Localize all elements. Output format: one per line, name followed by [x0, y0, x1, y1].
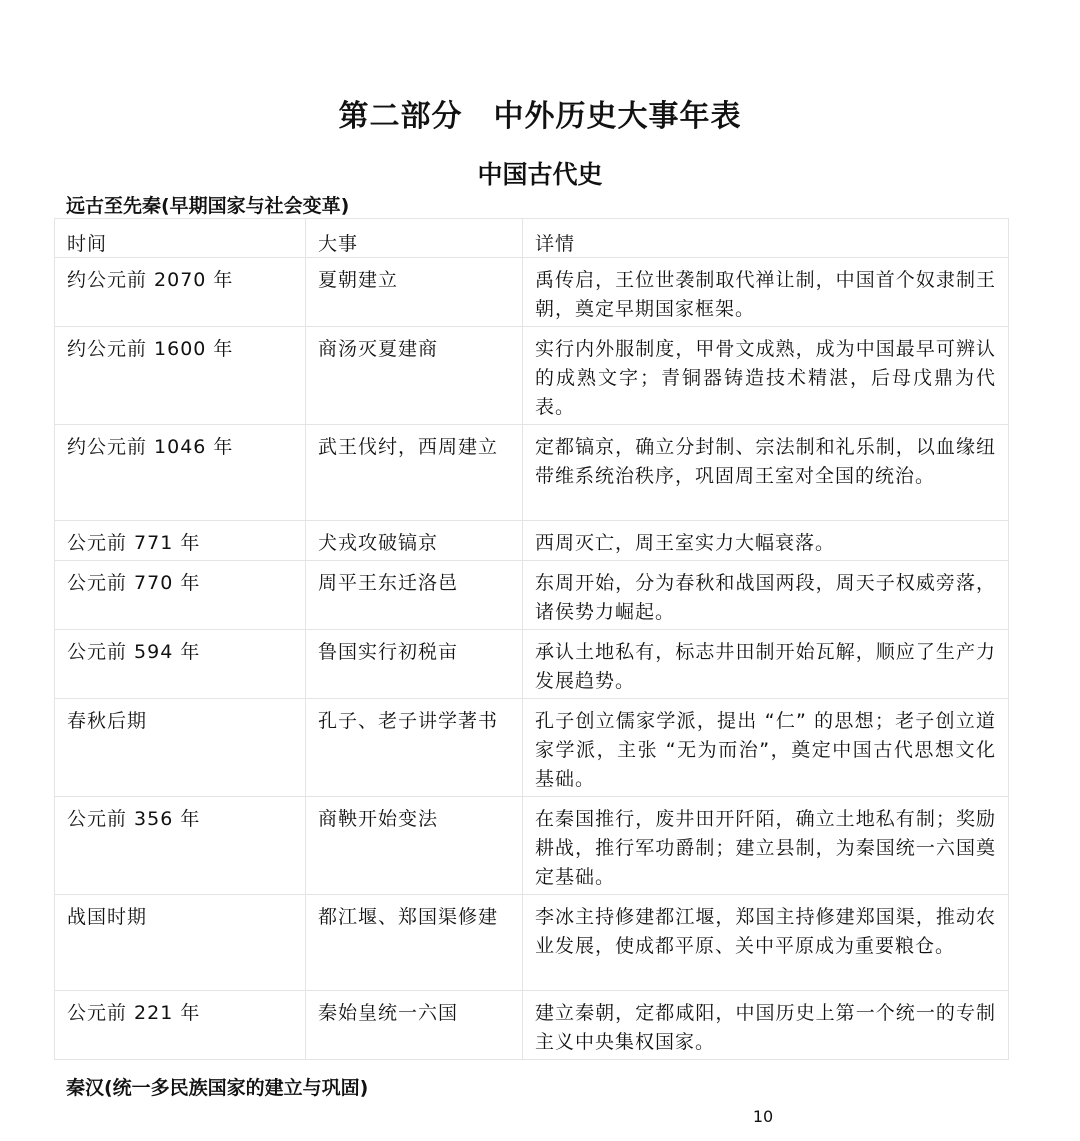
detail-cell: 李冰主持修建都江堰，郑国主持修建郑国渠，推动农业发展，使成都平原、关中平原成为重要粮仓。 [523, 895, 1009, 991]
page-number: 10 [752, 1107, 774, 1126]
detail-cell: 建立秦朝，定都咸阳，中国历史上第一个统一的专制主义中央集权国家。 [523, 991, 1009, 1060]
event-cell: 周平王东迁洛邑 [306, 561, 523, 630]
table-row [55, 327, 1009, 425]
time-cell: 公元前 356 年 [55, 797, 306, 895]
section-title: 中国古代史 [477, 160, 603, 189]
detail-cell: 定都镐京，确立分封制、宗法制和礼乐制，以血缘纽带维系统治秩序，巩固周王室对全国的统治。 [523, 425, 1009, 521]
event-cell: 夏朝建立 [306, 258, 523, 327]
time-cell: 约公元前 2070 年 [55, 258, 306, 327]
time-cell: 公元前 594 年 [55, 630, 306, 699]
column-header-time: 时间 [55, 219, 306, 258]
detail-cell: 西周灭亡，周王室实力大幅衰落。 [523, 521, 1009, 561]
detail-cell: 承认土地私有，标志井田制开始瓦解，顺应了生产力发展趋势。 [523, 630, 1009, 699]
table-header-row [55, 219, 1009, 258]
table-row [55, 797, 1009, 895]
table-row [55, 425, 1009, 521]
event-cell: 孔子、老子讲学著书 [306, 699, 523, 797]
time-cell: 春秋后期 [55, 699, 306, 797]
event-cell: 武王伐纣，西周建立 [306, 425, 523, 521]
detail-cell: 在秦国推行，废井田开阡陌，确立土地私有制；奖励耕战，推行军功爵制；建立县制，为秦国统一六国奠定基础。 [523, 797, 1009, 895]
history-timeline-table [54, 218, 1009, 1060]
page-title: 第二部分 中外历史大事年表 [338, 99, 742, 134]
event-cell: 秦始皇统一六国 [306, 991, 523, 1060]
table-row [55, 561, 1009, 630]
subsection-heading: 秦汉(统一多民族国家的建立与巩固) [66, 1077, 369, 1099]
time-cell: 公元前 771 年 [55, 521, 306, 561]
column-header-event: 大事 [306, 219, 523, 258]
event-cell: 商鞅开始变法 [306, 797, 523, 895]
event-cell: 商汤灭夏建商 [306, 327, 523, 425]
subsection-heading: 远古至先秦(早期国家与社会变革) [66, 195, 350, 217]
time-cell: 公元前 770 年 [55, 561, 306, 630]
time-cell: 约公元前 1046 年 [55, 425, 306, 521]
time-cell: 公元前 221 年 [55, 991, 306, 1060]
event-cell: 鲁国实行初税亩 [306, 630, 523, 699]
table-row [55, 991, 1009, 1060]
event-cell: 犬戎攻破镐京 [306, 521, 523, 561]
column-header-detail: 详情 [523, 219, 1009, 258]
time-cell: 战国时期 [55, 895, 306, 991]
time-cell: 约公元前 1600 年 [55, 327, 306, 425]
table-row [55, 630, 1009, 699]
detail-cell: 实行内外服制度，甲骨文成熟，成为中国最早可辨认的成熟文字；青铜器铸造技术精湛，后母戊鼎为代表。 [523, 327, 1009, 425]
table-row [55, 699, 1009, 797]
table-row [55, 258, 1009, 327]
detail-cell: 东周开始，分为春秋和战国两段，周天子权威旁落，诸侯势力崛起。 [523, 561, 1009, 630]
table-row [55, 521, 1009, 561]
detail-cell: 孔子创立儒家学派，提出 “仁” 的思想；老子创立道家学派，主张 “无为而治”，奠定中国古代思想文化基础。 [523, 699, 1009, 797]
event-cell: 都江堰、郑国渠修建 [306, 895, 523, 991]
detail-cell: 禹传启，王位世袭制取代禅让制，中国首个奴隶制王朝，奠定早期国家框架。 [523, 258, 1009, 327]
table-row [55, 895, 1009, 991]
